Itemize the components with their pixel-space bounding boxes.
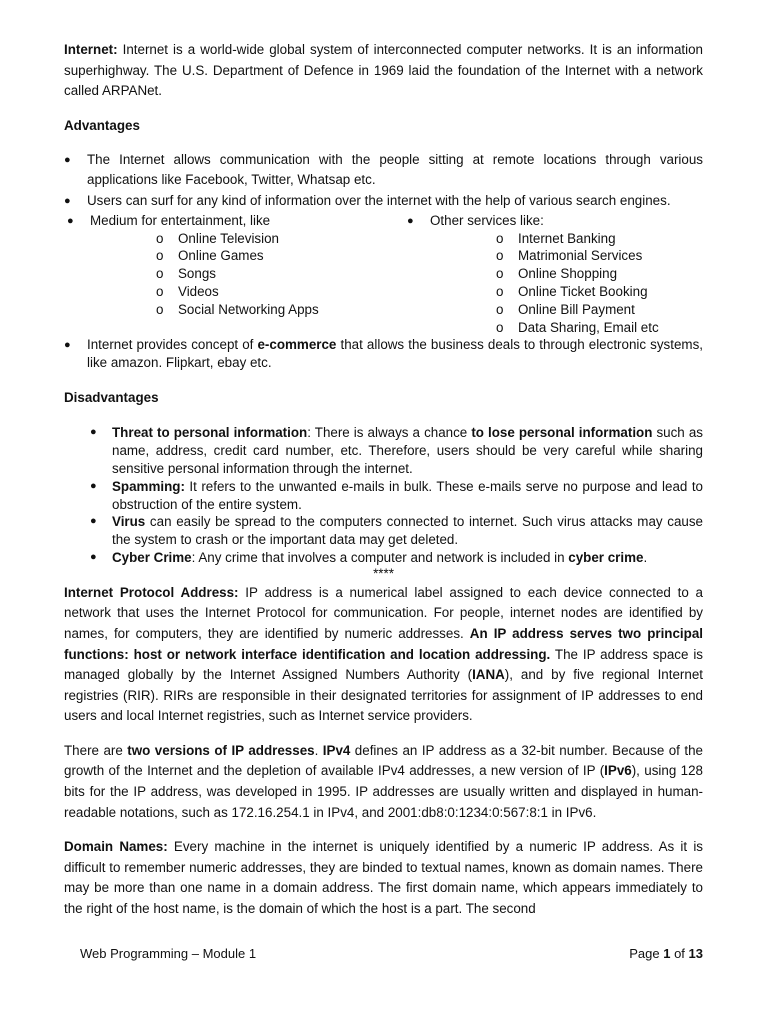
domain-paragraph [64, 837, 703, 919]
page-word: Page [629, 946, 664, 961]
list-item: ● Users can surf for any kind of information over the internet with the help of various search engines. [64, 191, 703, 212]
disadvantages-list [90, 424, 703, 566]
domain-text: Every machine in the internet is uniquely identified by a numeric IP address. As it is difficult to remember numeric addresses, they are binded to textual names, known as domain names. There may be more than one name in a domain address. The first domain name, which appears immediately to the right of the host name, is the domain of which the host is a part. The second [64, 839, 704, 917]
threat-label: Threat to personal information [112, 425, 308, 441]
spam-text: It refers to the unwanted e-mails in bulk. These e-mails serve no purpose and lead to obstruction of the entire system. [112, 478, 703, 512]
list-item: o Online Television [64, 230, 404, 248]
ecommerce-list [64, 336, 703, 372]
list-item: o Online Games [64, 247, 404, 265]
versions-bold: two versions of IP addresses [127, 742, 315, 758]
advantages-heading: Advantages [64, 117, 140, 133]
list-item: o Internet Banking [404, 230, 703, 248]
list-item [90, 513, 703, 549]
list-item: o Online Shopping [404, 265, 703, 283]
ip-label: Internet Protocol Address: [64, 584, 239, 600]
list-item: o Social Networking Apps [64, 301, 404, 319]
cyber-bold: cyber crime [568, 549, 644, 565]
list-item [90, 549, 703, 567]
ecommerce-after: that allows the business deals to through electronic systems, like amazon. Flipkart, ebay etc. [87, 337, 703, 371]
intro-paragraph [64, 40, 703, 102]
virus-label: Virus [112, 514, 146, 530]
list-item [90, 478, 703, 514]
ipv4-bold: IPv4 [322, 742, 351, 758]
spam-label: Spamming: [112, 478, 185, 494]
domain-label: Domain Names: [64, 839, 168, 855]
list-item [90, 424, 703, 477]
threat-text-end: such as name, address, credit card number, etc. Therefore, users should be very careful while sharing sensitive personal information through the internet. [112, 425, 703, 476]
services-list [404, 230, 703, 337]
page-footer [80, 946, 703, 961]
ipv6-bold: IPv6 [604, 763, 632, 779]
versions-paragraph [64, 741, 703, 823]
page-total: 13 [688, 946, 703, 961]
list-item: o Songs [64, 265, 404, 283]
ecommerce-before: Internet provides concept of [87, 337, 258, 353]
advantages-columns [64, 212, 703, 337]
entertainment-list [64, 230, 404, 319]
disadvantages-heading: Disadvantages [64, 390, 159, 406]
page-current: 1 [663, 946, 671, 961]
versions-text: There are [64, 742, 128, 758]
ip-text-2: The IP address space is managed globally by the Internet Assigned Numbers Authority ( [64, 646, 703, 683]
services-column [404, 212, 703, 337]
threat-text: : There is always a chance [307, 425, 472, 441]
ip-text: IP address is a numerical label assigned to each device connected to a network that uses the Internet Protocol for communication. For people, internet nodes are identified by names, for computers, they are identified by numeric addresses. [64, 584, 703, 641]
list-item: o Data Sharing, Email etc [404, 319, 703, 337]
cyber-label: Cyber Crime [112, 549, 192, 565]
list-item: ● The Internet allows communication with the people sitting at remote locations through various applications like Facebook, Twitter, Whatsap etc. [64, 150, 703, 191]
list-item [64, 336, 703, 372]
ip-bold: An IP address serves two principal functions: host or network interface identification and location addressing. [64, 625, 703, 662]
entertainment-label: ● Medium for entertainment, like [64, 212, 404, 230]
threat-bold: to lose personal information [471, 425, 653, 441]
advantages-list [64, 150, 703, 212]
intro-label: Internet: [64, 42, 118, 57]
intro-text: Internet is a world-wide global system of interconnected computer networks. It is an information superhighway. The U.S. Department of Defence in 1969 laid the foundation of the Internet with a network called ARPANet. [64, 42, 703, 99]
virus-text: can easily be spread to the computers connected to internet. Such virus attacks may cause the system to crash or the important data may get deleted. [112, 514, 703, 548]
versions-text-2: . [314, 742, 323, 758]
of-word: of [670, 946, 689, 961]
footer-title: Web Programming – Module 1 [80, 946, 257, 961]
list-item: o Online Ticket Booking [404, 283, 703, 301]
cyber-text-end: . [643, 549, 648, 565]
entertainment-column [64, 212, 404, 337]
ecommerce-bold: e-commerce [257, 337, 337, 353]
versions-text-3: defines an IP address as a 32-bit number. Because of the growth of the Internet and the depletion of available IPv4 addresses, a new version of IP ( [64, 742, 703, 779]
ip-text-3: ), and by five regional Internet registries (RIR). RIRs are responsible in their designated territories for assignment of IP addresses to end users and local Internet registries, such as Internet service providers. [64, 667, 703, 724]
list-item: o Videos [64, 283, 404, 301]
list-item: o Online Bill Payment [404, 301, 703, 319]
list-item: o Matrimonial Services [404, 247, 703, 265]
services-label: ● Other services like: [404, 212, 703, 230]
ip-paragraph [64, 583, 703, 727]
page-content [64, 40, 703, 934]
iana-bold: IANA [472, 667, 505, 683]
page-number [629, 946, 703, 961]
versions-text-4: ), using 128 bits for the IP address, was developed in 1995. IP addresses are usually written and displayed in human-readable notations, such as 172.16.254.1 in IPv4, and 2001:db8:0:1234:0:567:8:1 in IPv6. [64, 763, 703, 820]
section-separator: **** [373, 565, 394, 581]
cyber-text: : Any crime that involves a computer and network is included in [191, 549, 569, 565]
